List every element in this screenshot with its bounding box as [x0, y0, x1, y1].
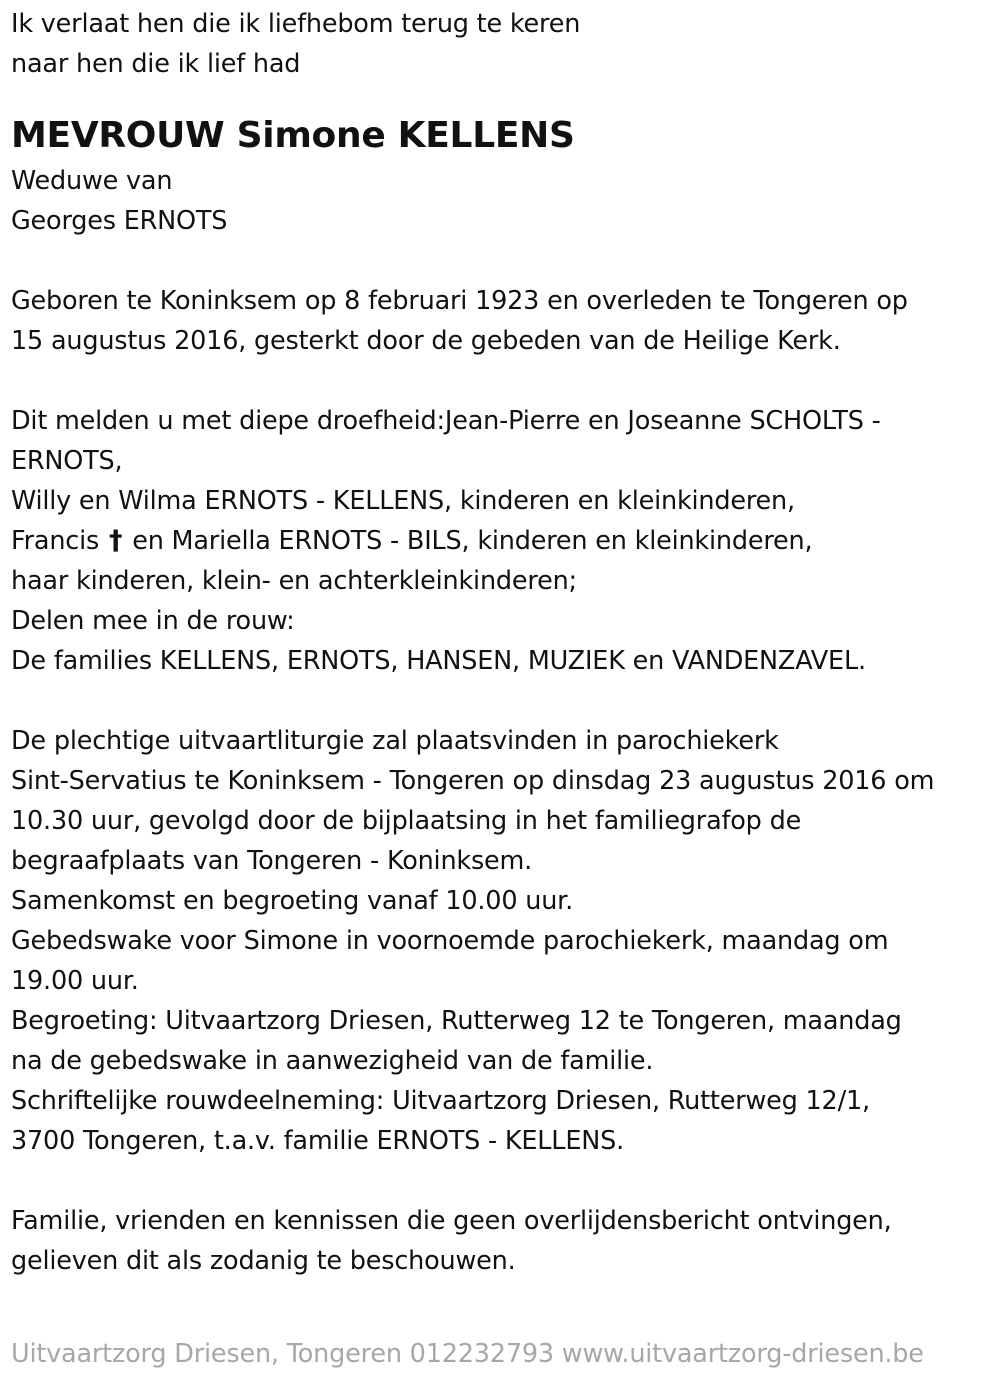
ceremony-line-1: De plechtige uitvaartliturgie zal plaatsvinden in parochiekerk — [11, 726, 779, 756]
ceremony-line-4: begraafplaats van Tongeren - Koninksem. — [11, 846, 533, 876]
cross-icon: † — [108, 525, 123, 556]
birth-death-line-2: 15 augustus 2016, gesterkt door de gebeden van de Heilige Kerk. — [11, 326, 841, 356]
ceremony-line-7: 19.00 uur. — [11, 966, 139, 996]
birth-death-line-1: Geboren te Koninksem op 8 februari 1923 en overleden te Tongeren op — [11, 286, 908, 316]
family-block — [11, 401, 991, 681]
ceremony-line-3: 10.30 uur, gevolgd door de bijplaatsing in het familiegrafop de — [11, 806, 802, 836]
funeral-home-footer: Uitvaartzorg Driesen, Tongeren 012232793 www.uitvaartzorg-driesen.be — [11, 1339, 924, 1369]
family-line-4-rest: en Mariella ERNOTS - BILS, kinderen en kleinkinderen, — [132, 526, 813, 556]
ceremony-block — [11, 721, 991, 1161]
family-line-2: ERNOTS, — [11, 446, 123, 476]
family-line-4 — [11, 521, 991, 561]
obituary-notice — [11, 4, 991, 1281]
closing-line-2: gelieven dit als zodanig te beschouwen. — [11, 1246, 516, 1276]
deceased-name: MEVROUW Simone KELLENS — [11, 115, 575, 156]
ceremony-line-11: 3700 Tongeren, t.a.v. familie ERNOTS - KELLENS. — [11, 1126, 624, 1156]
family-line-6: Delen mee in de rouw: — [11, 606, 295, 636]
ceremony-line-5: Samenkomst en begroeting vanaf 10.00 uur. — [11, 886, 574, 916]
spacer — [11, 361, 991, 401]
family-line-7: De families KELLENS, ERNOTS, HANSEN, MUZIEK en VANDENZAVEL. — [11, 646, 866, 676]
family-line-4-name: Francis — [11, 526, 100, 556]
ceremony-line-8: Begroeting: Uitvaartzorg Driesen, Rutterweg 12 te Tongeren, maandag — [11, 1006, 902, 1036]
ceremony-line-6: Gebedswake voor Simone in voornoemde parochiekerk, maandag om — [11, 926, 889, 956]
spouse-line-2: Georges ERNOTS — [11, 206, 228, 236]
closing-line-1: Familie, vrienden en kennissen die geen overlijdensbericht ontvingen, — [11, 1206, 892, 1236]
spacer — [11, 241, 991, 281]
family-line-1: Dit melden u met diepe droefheid:Jean-Pierre en Joseanne SCHOLTS - — [11, 406, 881, 436]
spouse-block — [11, 161, 991, 241]
family-line-5: haar kinderen, klein- en achterkleinkinderen; — [11, 566, 577, 596]
spacer — [11, 1161, 991, 1201]
ceremony-line-10: Schriftelijke rouwdeelneming: Uitvaartzorg Driesen, Rutterweg 12/1, — [11, 1086, 870, 1116]
spacer — [11, 681, 991, 721]
closing-block — [11, 1201, 991, 1281]
birth-death-block — [11, 281, 991, 361]
ceremony-line-9: na de gebedswake in aanwezigheid van de familie. — [11, 1046, 654, 1076]
family-line-3: Willy en Wilma ERNOTS - KELLENS, kinderen en kleinkinderen, — [11, 486, 795, 516]
motto — [11, 4, 991, 84]
motto-line-2: naar hen die ik lief had — [11, 49, 301, 79]
motto-line-1: Ik verlaat hen die ik liefhebom terug te keren — [11, 9, 581, 39]
spouse-line-1: Weduwe van — [11, 166, 173, 196]
ceremony-line-2: Sint-Servatius te Koninksem - Tongeren op dinsdag 23 augustus 2016 om — [11, 766, 935, 796]
